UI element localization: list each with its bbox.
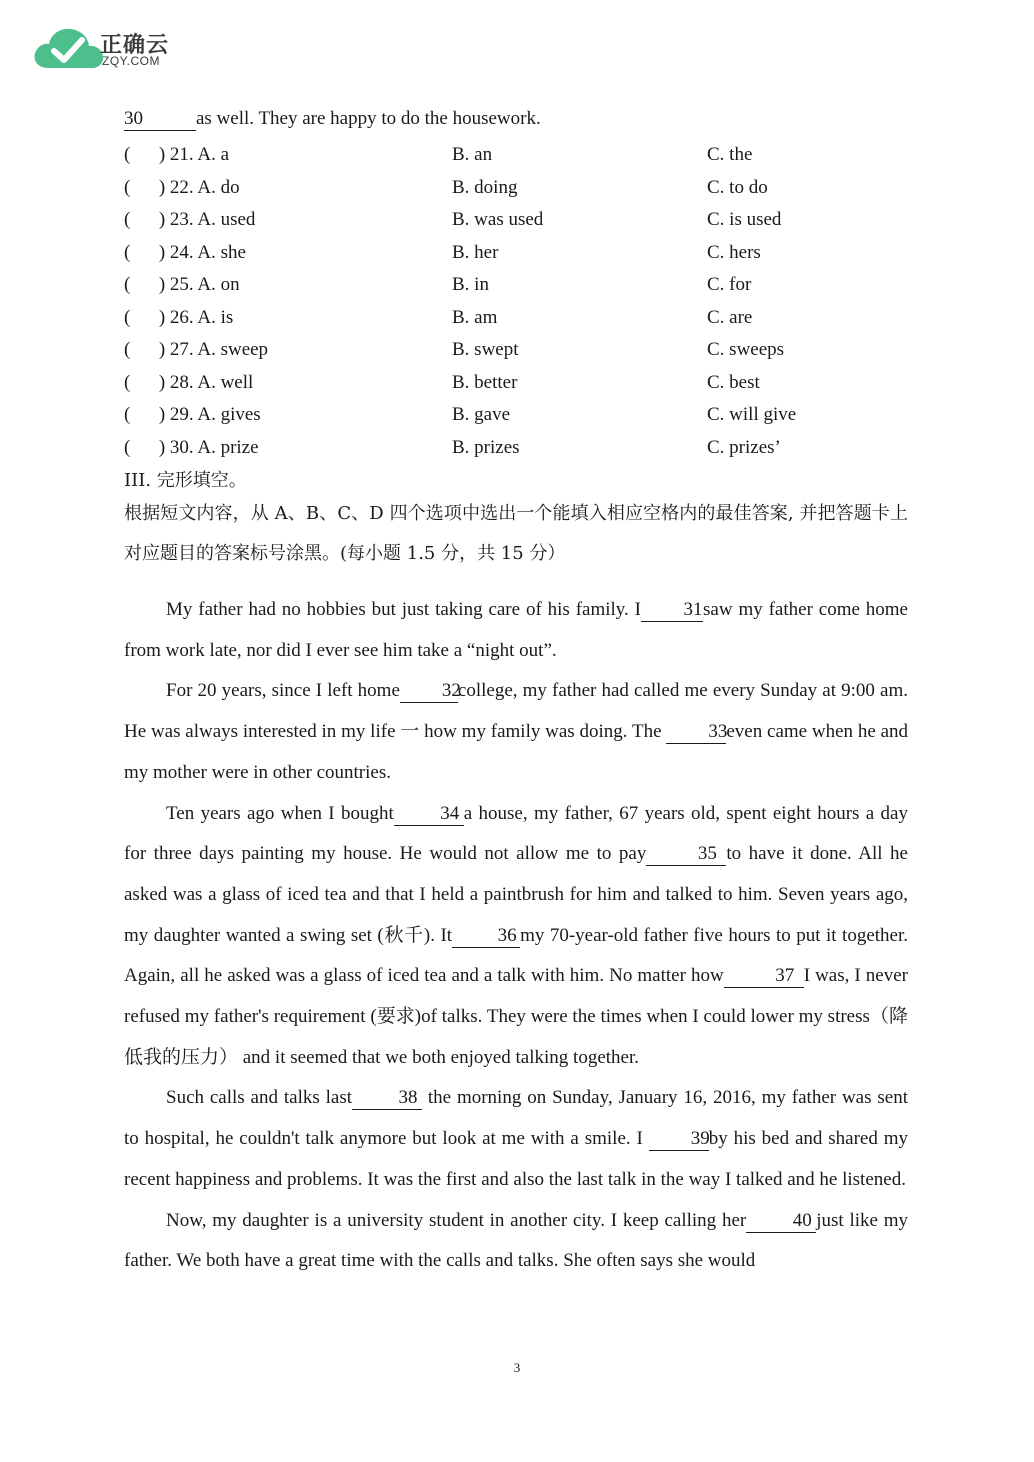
passage-paragraph xyxy=(124,794,908,1079)
option-question: ( ) 21. A. a xyxy=(124,144,230,165)
option-c: C. to do xyxy=(707,176,768,198)
option-b: B. in xyxy=(452,274,489,295)
option-c: C. for xyxy=(707,274,752,295)
option-b: B. prizes xyxy=(452,436,520,458)
option-b: B. am xyxy=(452,306,498,328)
section-instruction: 根据短文内容，从 A、B、C、D 四个选项中选出一个能填入相应空格内的最佳答案, 并把答题卡上对应题目的答案标号涂黑。(每小题 1.5 分，共 15 分） xyxy=(124,503,908,564)
blank-33: 33 xyxy=(666,721,726,744)
blank-39: 39 xyxy=(649,1128,709,1151)
blank-40: 40 xyxy=(746,1210,816,1233)
passage-text: Now, my daughter is a university student in another city. I keep calling her xyxy=(166,1209,747,1231)
passage-text: Ten years ago when I bought xyxy=(166,802,394,824)
option-question: ( ) 27. A. sweep xyxy=(124,339,269,360)
option-row xyxy=(124,367,908,400)
continued-line xyxy=(124,105,908,133)
option-question: ( ) 22. A. do xyxy=(124,176,240,198)
section-title: III. 完形填空。 xyxy=(124,470,247,491)
blank-38: 38 xyxy=(352,1087,422,1110)
blank-30: 30 xyxy=(124,108,196,131)
passage-text: I was, I never refused my father's requirement (要求)of talks. They were the times when I could lower my stress（降低我的压力） and it seemed that we both enjoyed talking together. xyxy=(124,965,908,1068)
option-b: B. doing xyxy=(452,176,518,198)
option-c: C. sweeps xyxy=(707,339,785,360)
passage-text: to have it done. All he asked was a glass of iced tea and that I held a paintbrush for him and talked to him. Seven years ago, my daughter wanted a swing set (秋千). It xyxy=(124,843,908,946)
option-row xyxy=(124,334,908,367)
page-content xyxy=(124,105,908,1282)
option-row xyxy=(124,172,908,205)
passage-text: just like my father. We both have a great time with the calls and talks. She often says she would xyxy=(124,1209,908,1272)
option-c: C. prizes’ xyxy=(707,436,781,458)
option-question: ( ) 23. A. used xyxy=(124,209,256,230)
option-question: ( ) 28. A. well xyxy=(124,371,254,393)
passage-text: my 70-year-old father five hours to put it together. Again, all he asked was a glass of iced tea and a talk with him. No matter how xyxy=(124,924,909,987)
option-c: C. will give xyxy=(707,404,797,425)
passage-paragraph xyxy=(124,1201,908,1282)
option-c: C. hers xyxy=(707,241,761,263)
option-b: B. gave xyxy=(452,404,511,425)
page-number: 3 xyxy=(513,1360,521,1375)
blank-37: 37 xyxy=(724,965,804,988)
passage-text: even came when he and my mother were in other countries. xyxy=(124,721,909,783)
option-question: ( ) 26. A. is xyxy=(124,306,234,328)
passage-text: the morning on Sunday, January 16, 2016, my father was sent to hospital, he couldn't talk anymore but look at me with a smile. I xyxy=(124,1087,908,1150)
option-b: B. her xyxy=(452,241,499,263)
option-row xyxy=(124,237,908,270)
blank-34: 34 xyxy=(394,803,464,826)
blank-32: 32 xyxy=(400,680,458,703)
blank-35: 35 xyxy=(646,843,726,866)
passage-text: college, my father had called me every Sunday at 9:00 am. He was always interested in my life 一 how my family was doing. The xyxy=(124,680,908,743)
option-b: B. was used xyxy=(452,209,544,230)
passage-text: a house, my father, 67 years old, spent eight hours a day for three days painting my house. He would not allow me to pay xyxy=(124,802,908,865)
option-row xyxy=(124,204,908,237)
blank-36: 36 xyxy=(452,925,520,948)
passage-paragraph xyxy=(124,671,908,793)
logo-domain: ZQY.COM xyxy=(102,54,160,68)
option-b: B. swept xyxy=(452,339,519,360)
option-c: C. best xyxy=(707,371,760,393)
passage-paragraph xyxy=(124,590,908,671)
options-list xyxy=(124,139,908,464)
blank-31: 31 xyxy=(641,599,703,622)
passage-paragraph xyxy=(124,1078,908,1200)
option-c: C. the xyxy=(707,144,753,165)
passage-text: For 20 years, since I left home xyxy=(166,680,400,702)
passage-text: My father had no hobbies but just taking care of his family. I xyxy=(166,599,642,620)
passage-text: saw my father come home from work late, nor did I ever see him take a “night out”. xyxy=(124,599,908,661)
option-c: C. are xyxy=(707,306,753,328)
option-c: C. is used xyxy=(707,209,782,230)
option-b: B. better xyxy=(452,371,518,393)
option-question: ( ) 24. A. she xyxy=(124,241,246,263)
option-row xyxy=(124,432,908,465)
option-row xyxy=(124,269,908,302)
option-b: B. an xyxy=(452,144,493,165)
option-row xyxy=(124,399,908,432)
option-question: ( ) 25. A. on xyxy=(124,274,240,295)
option-row xyxy=(124,139,908,172)
continued-text: as well. They are happy to do the housework. xyxy=(196,108,541,129)
logo-text: 正确云 xyxy=(100,33,170,58)
option-question: ( ) 30. A. prize xyxy=(124,436,259,458)
option-question: ( ) 29. A. gives xyxy=(124,404,261,425)
passage-text: by his bed and shared my recent happiness and problems. It was the first and also the last talk in the way I talked and he listened. xyxy=(124,1128,909,1190)
option-row xyxy=(124,302,908,335)
passage-text: Such calls and talks last xyxy=(166,1087,352,1109)
